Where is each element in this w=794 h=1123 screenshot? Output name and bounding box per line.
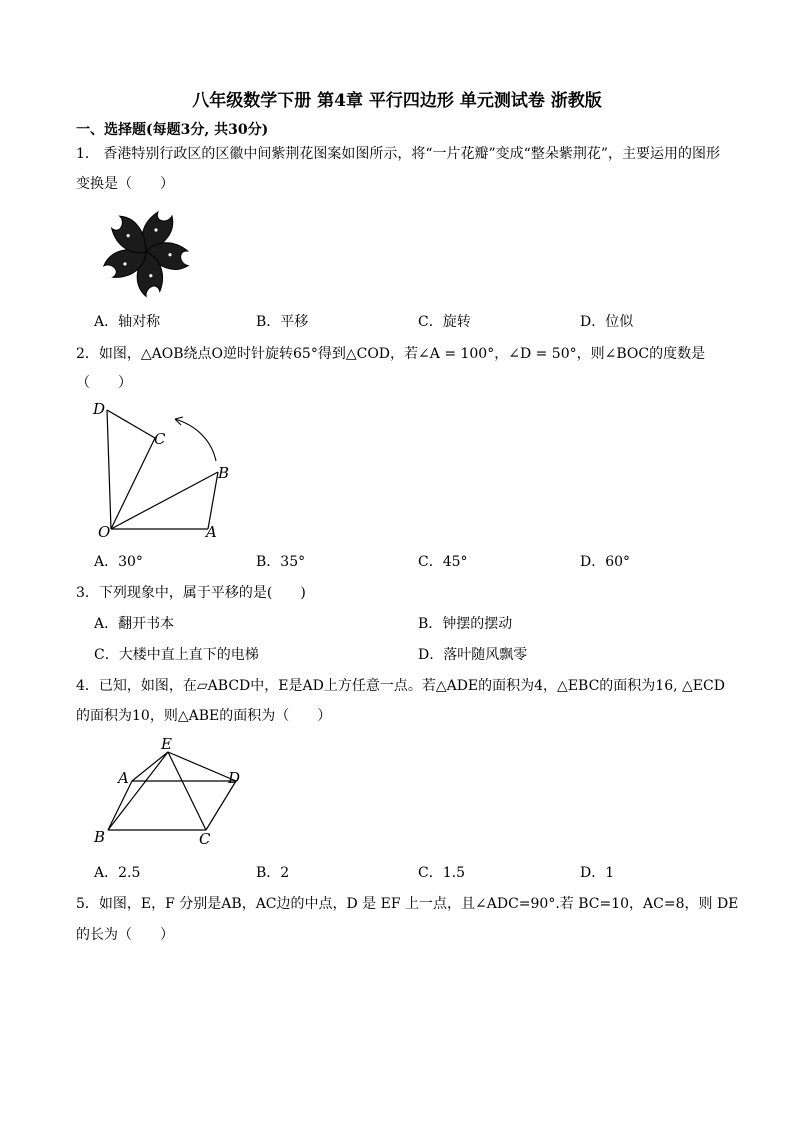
section-heading: 一、选择题(每题3分, 共30分): [76, 122, 269, 138]
q3-option-d[interactable]: D．落叶随风飘零: [418, 647, 528, 663]
parallelogram-figure: [90, 736, 250, 848]
q2-option-d[interactable]: D．60°: [580, 554, 631, 570]
label-B: B: [218, 464, 230, 482]
label-O: O: [98, 523, 111, 541]
question-4-line1: 4．已知，如图，在▱ABCD中，E是AD上方任意一点。若△ADE的面积为4，△EBC的面积为16, △ECD: [76, 678, 725, 694]
q4-option-a[interactable]: A．2.5: [94, 865, 141, 881]
question-1-line1: 1． 香港特别行政区的区徽中间紫荆花图案如图所示，将“一片花瓣”变成“整朵紫荆花”，主要运用的图形: [76, 146, 720, 162]
question-2-line1: 2．如图，△AOB绕点O逆时针旋转65°得到△COD，若∠A = 100°，∠D = 50°，则∠BOC的度数是: [76, 346, 706, 362]
q3-option-b[interactable]: B．钟摆的摆动: [418, 616, 513, 632]
q3-option-c[interactable]: C．大楼中直上直下的电梯: [94, 647, 259, 663]
q1-option-d[interactable]: D．位似: [580, 314, 634, 330]
q2-option-b[interactable]: B．35°: [256, 554, 306, 570]
label-B: B: [94, 828, 106, 846]
label-A: A: [118, 769, 129, 787]
question-4-line2: 的面积为10，则△ABE的面积为（ ）: [76, 708, 332, 724]
rotation-figure: [90, 398, 240, 543]
q2-option-c[interactable]: C．45°: [418, 554, 468, 570]
page-title: 八年级数学下册 第4章 平行四边形 单元测试卷 浙教版: [192, 91, 602, 111]
label-A: A: [206, 523, 217, 541]
q4-option-b[interactable]: B．2: [256, 865, 290, 881]
question-2-line2: （ ）: [76, 375, 132, 391]
q2-option-a[interactable]: A．30°: [94, 554, 143, 570]
q1-option-b[interactable]: B．平移: [256, 314, 309, 330]
label-C: C: [199, 830, 211, 848]
q3-option-a[interactable]: A．翻开书本: [94, 616, 175, 632]
label-D: D: [93, 400, 106, 418]
q4-option-c[interactable]: C．1.5: [418, 865, 465, 881]
label-D: D: [228, 769, 241, 787]
question-3-line1: 3．下列现象中，属于平移的是( ): [76, 585, 306, 601]
q1-option-a[interactable]: A．轴对称: [94, 314, 161, 330]
q4-option-d[interactable]: D．1: [580, 865, 615, 881]
question-5-line1: 5．如图，E，F 分别是AB，AC边的中点，D 是 EF 上一点，且∠ADC=90°.若 BC=10，AC=8，则 DE: [76, 896, 739, 912]
q1-option-c[interactable]: C．旋转: [418, 314, 471, 330]
question-5-line2: 的长为（ ）: [76, 927, 174, 943]
question-1-line2: 变换是（ ）: [76, 176, 174, 192]
bauhinia-flower-figure: [98, 205, 198, 300]
label-C: C: [154, 430, 166, 448]
label-E: E: [161, 735, 172, 753]
